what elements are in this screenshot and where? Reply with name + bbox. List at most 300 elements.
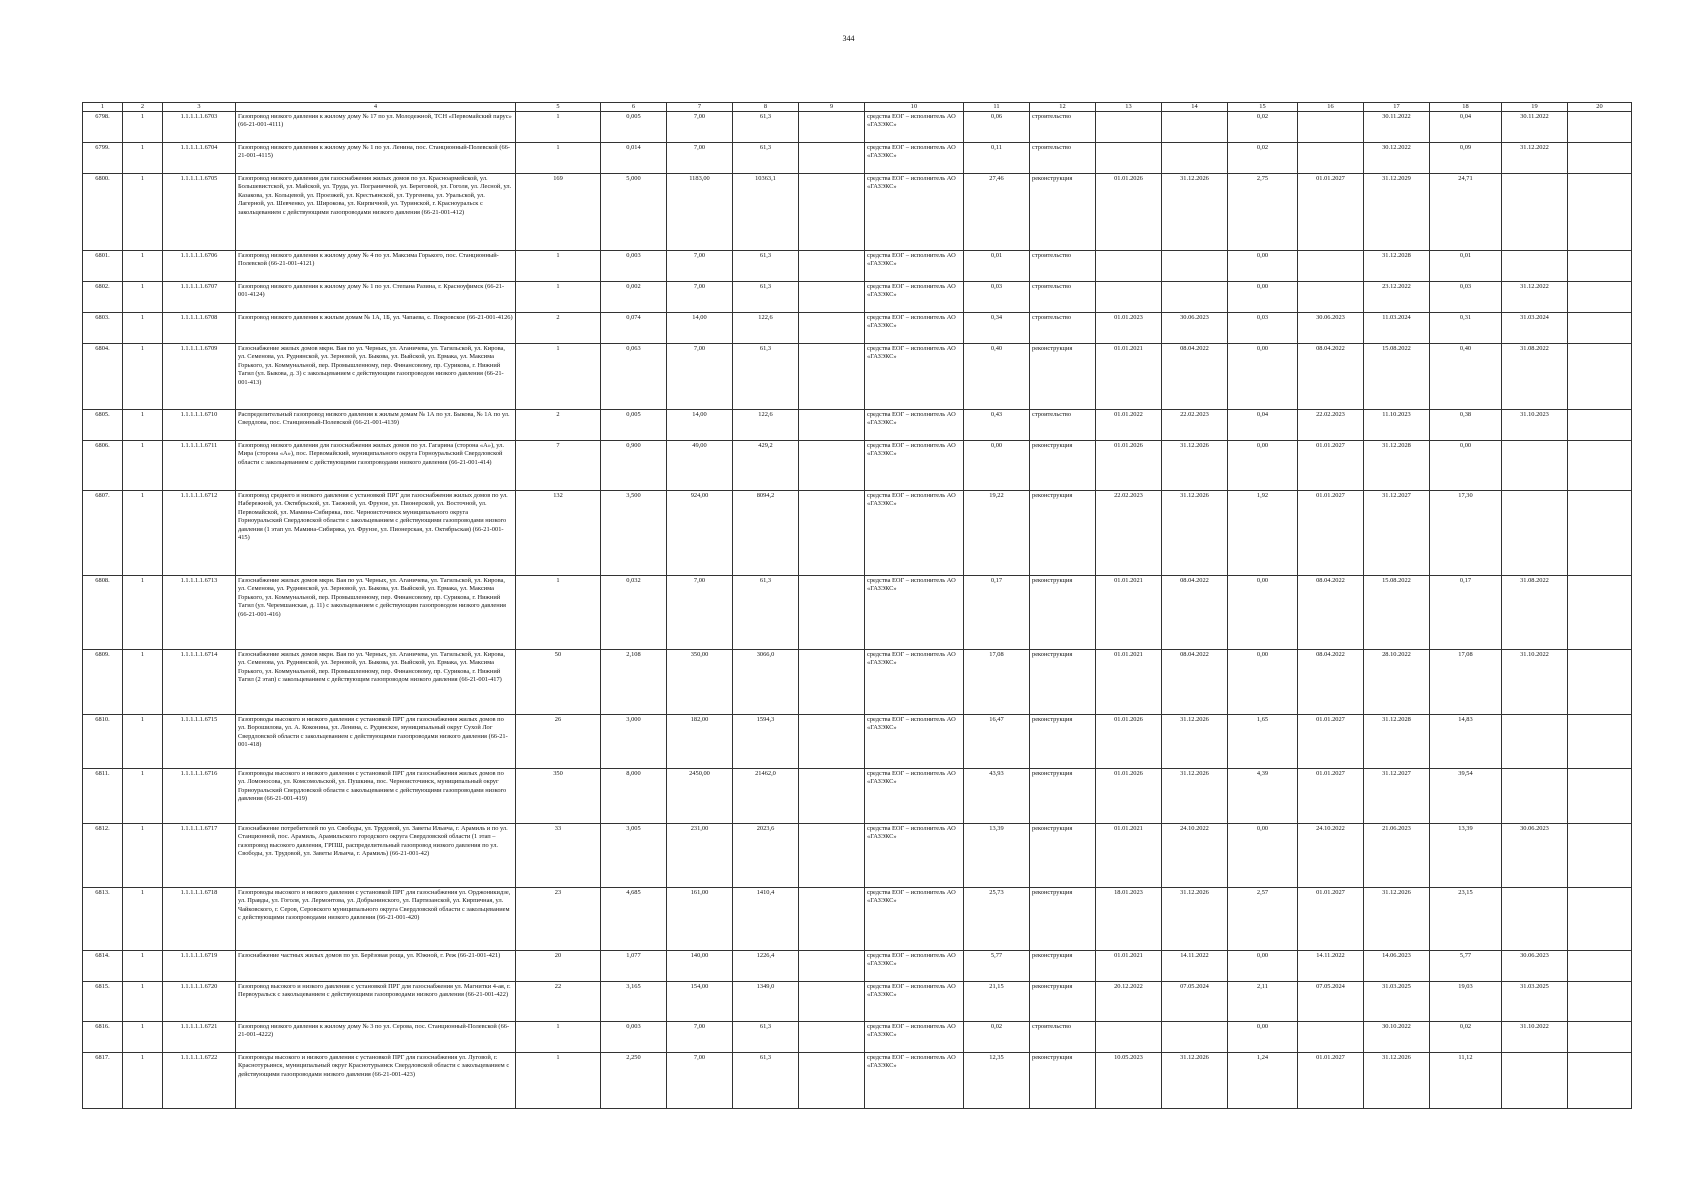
table-cell: реконструкция [1030,715,1096,769]
table-cell: реконструкция [1030,769,1096,824]
table-cell [799,1022,865,1053]
table-cell: 08.04.2022 [1298,344,1364,410]
table-cell: 0,02 [1430,1022,1502,1053]
table-cell: 11,12 [1430,1053,1502,1109]
table-cell: 1 [123,576,163,650]
table-cell [1162,112,1228,143]
table-cell [799,824,865,888]
table-cell: 01.01.2027 [1298,1053,1364,1109]
object-description-cell: Газопровод низкого давления к жилому дому № 17 по ул. Молодежной, ТСН «Первомайский парус» (66-21-001-4111) [236,112,516,143]
table-cell: 182,00 [667,715,733,769]
table-cell: 0,01 [964,251,1030,282]
table-cell: 1 [123,888,163,951]
table-cell: 2,250 [601,1053,667,1109]
table-cell: средства ЕОГ – исполнитель АО «ГАЗЭКС» [865,650,964,715]
object-description-cell: Газопровод низкого давления к жилому дому № 3 по ул. Серова, пос. Станционный-Полевской (66-21-001-4222) [236,1022,516,1053]
object-description-cell: Газоснабжение жилых домов мкрн. Вая по ул. Черных, ул. Аганичева, ул. Тагильской, ул. Кирова, ул. Семенова, ул. Руднянской, ул. Зерновой, ул. Быкова, ул. Выйской, ул. Ермака, ул. Максима Горького, ул. Коммунальной, пер. Промышленному, пер. Финансовому, пр. Сурикова, г. Нижний Тагил (ул. Быкова, д. 3) с закольцеванием с действующим газопроводом низкого давления (66-21-001-413) [236,344,516,410]
table-cell: 23 [516,888,601,951]
table-cell: 19,03 [1430,982,1502,1022]
table-cell [1096,112,1162,143]
table-cell: 1 [123,824,163,888]
table-cell: 31.03.2025 [1364,982,1430,1022]
column-header-14: 14 [1162,103,1228,112]
table-cell: 1 [123,174,163,251]
table-row [83,650,1632,715]
table-cell: 0,063 [601,344,667,410]
table-cell: 6801. [83,251,123,282]
object-description-cell: Газоснабжение жилых домов мкрн. Вая по ул. Черных, ул. Аганичева, ул. Тагильской, ул. Кирова, ул. Семенова, ул. Руднянской, ул. Зерновой, ул. Быкова, ул. Выйской, ул. Ермака, ул. Максима Горького, ул. Коммунальной, пер. Промышленному, пер. Финансовому, пр. Сурикова, г. Нижний Тагил (ул. Черемшанская, д. 11) с закольцеванием с действующим газопроводом низкого давления (66-21-001-416) [236,576,516,650]
table-cell: 31.12.2026 [1162,441,1228,491]
table-cell: 07.05.2024 [1298,982,1364,1022]
table-cell: 1 [123,769,163,824]
table-cell: 31.12.2027 [1364,491,1430,576]
table-cell: средства ЕОГ – исполнитель АО «ГАЗЭКС» [865,769,964,824]
table-cell [1568,1022,1632,1053]
table-cell: 01.01.2027 [1298,715,1364,769]
table-row [83,491,1632,576]
table-cell: 30.06.2023 [1162,313,1228,344]
table-cell: 6811. [83,769,123,824]
table-cell: средства ЕОГ – исполнитель АО «ГАЗЭКС» [865,112,964,143]
table-cell: 1349,0 [733,982,799,1022]
table-cell: 22.02.2023 [1162,410,1228,441]
table-cell: 31.12.2026 [1364,888,1430,951]
table-cell: 6803. [83,313,123,344]
table-cell: 0,11 [964,143,1030,174]
table-cell: 1 [516,576,601,650]
table-cell [1568,251,1632,282]
table-cell: 01.01.2021 [1096,576,1162,650]
table-row [83,951,1632,982]
table-cell: 61,3 [733,282,799,313]
table-cell: 1.1.1.1.1.6720 [163,982,236,1022]
table-cell: 31.12.2026 [1162,491,1228,576]
table-cell: 0,00 [1228,282,1298,313]
table-cell: 0,17 [964,576,1030,650]
table-cell: 14.11.2022 [1298,951,1364,982]
table-cell: 0,00 [1228,344,1298,410]
table-cell: 2 [516,313,601,344]
table-cell [1568,1053,1632,1109]
table-cell [1568,491,1632,576]
table-cell: 0,00 [1228,1022,1298,1053]
table-cell: 2 [516,410,601,441]
table-cell [1568,344,1632,410]
table-cell: 6817. [83,1053,123,1109]
column-header-12: 12 [1030,103,1096,112]
table-cell: 0,40 [1430,344,1502,410]
table-cell: средства ЕОГ – исполнитель АО «ГАЗЭКС» [865,282,964,313]
table-cell: 1 [123,251,163,282]
table-cell: 23,15 [1430,888,1502,951]
table-cell: реконструкция [1030,982,1096,1022]
table-cell: 1,92 [1228,491,1298,576]
table-cell: 7,00 [667,112,733,143]
table-cell [1502,491,1568,576]
table-cell [1096,1022,1162,1053]
table-cell [1568,982,1632,1022]
table-cell: 0,03 [1228,313,1298,344]
object-description-cell: Газоснабжение потребителей по ул. Свободы, ул. Трудовой, ул. Заветы Ильича, г. Арамиль и по ул. Станционной, пос. Арамиль, Арамильского городского округа Свердловской области (1 этап – газопровод высокого давления, ГРПШ, распределительный газопровод низкого давления по ул. Свободы, ул. Трудовой, ул. Заветы Ильича, г. Арамиль) (66-21-001-42) [236,824,516,888]
table-cell: 1.1.1.1.1.6705 [163,174,236,251]
table-cell: 31.12.2026 [1162,715,1228,769]
table-cell: реконструкция [1030,491,1096,576]
page-number: 344 [842,34,855,43]
table-cell: 08.04.2022 [1162,650,1228,715]
table-cell: 30.12.2022 [1364,143,1430,174]
table-cell [1568,112,1632,143]
table-cell: 01.01.2026 [1096,441,1162,491]
table-cell: 3,000 [601,715,667,769]
table-cell: 1,24 [1228,1053,1298,1109]
table-cell: 169 [516,174,601,251]
object-description-cell: Газоснабжение частных жилых домов по ул. Берёзовая роща, ул. Южной, г. Реж (66-21-001-421) [236,951,516,982]
table-cell [799,174,865,251]
column-number-header-row [83,103,1632,112]
table-cell [1162,251,1228,282]
table-cell: 6815. [83,982,123,1022]
table-cell [799,313,865,344]
table-cell: средства ЕОГ – исполнитель АО «ГАЗЭКС» [865,576,964,650]
table-cell: 27,46 [964,174,1030,251]
table-cell: 122,6 [733,410,799,441]
table-cell [1096,282,1162,313]
table-cell: средства ЕОГ – исполнитель АО «ГАЗЭКС» [865,824,964,888]
object-description-cell: Газопровод низкого давления для газоснабжения жилых домов по ул. Гагарина (сторона «А»), ул. Мира (сторона «А»), пос. Первомайский, муниципального округа Горноуральский Свердловской области с закольцеванием с действующими газопроводами низкого давления (66-21-001-414) [236,441,516,491]
table-cell: 8,000 [601,769,667,824]
table-cell [1568,769,1632,824]
table-cell: 01.01.2021 [1096,650,1162,715]
table-cell: строительство [1030,1022,1096,1053]
table-cell: 15.08.2022 [1364,344,1430,410]
object-description-cell: Газопровод низкого давления к жилому дому № 4 по ул. Максима Горького, пос. Станционный-Полевской (66-21-001-4121) [236,251,516,282]
table-cell: 20.12.2022 [1096,982,1162,1022]
table-cell: 350 [516,769,601,824]
table-cell: средства ЕОГ – исполнитель АО «ГАЗЭКС» [865,888,964,951]
table-cell [799,344,865,410]
table-row [83,174,1632,251]
table-cell: 231,00 [667,824,733,888]
table-cell: 01.01.2021 [1096,824,1162,888]
column-header-13: 13 [1096,103,1162,112]
table-cell: 1 [123,1022,163,1053]
table-cell: 1 [123,112,163,143]
table-cell: 1 [516,1022,601,1053]
table-cell [799,112,865,143]
table-cell: 6798. [83,112,123,143]
table-cell: средства ЕОГ – исполнитель АО «ГАЗЭКС» [865,1022,964,1053]
table-cell: 2,108 [601,650,667,715]
table-cell: 0,005 [601,410,667,441]
table-cell: 1.1.1.1.1.6714 [163,650,236,715]
table-cell: 0,00 [1228,650,1298,715]
table-row [83,888,1632,951]
table-cell: 01.01.2027 [1298,441,1364,491]
column-header-1: 1 [83,103,123,112]
table-cell: 6808. [83,576,123,650]
table-row [83,344,1632,410]
table-row [83,441,1632,491]
object-description-cell: Газоснабжение жилых домов мкрн. Вая по ул. Черных, ул. Аганичева, ул. Тагильской, ул. Кирова, ул. Семенова, ул. Руднянской, ул. Зерновой, ул. Быкова, ул. Выйской, ул. Ермака, ул. Максима Горького, ул. Коммунальной, пер. Промышленному, пер. Финансовому, пр. Сурикова, г. Нижний Тагил (2 этап) с закольцеванием с действующим газопроводом низкого давления (66-21-001-417) [236,650,516,715]
table-cell: 61,3 [733,1022,799,1053]
table-cell: 61,3 [733,143,799,174]
table-cell: 31.12.2029 [1364,174,1430,251]
table-cell: 1.1.1.1.1.6712 [163,491,236,576]
table-cell: 39,54 [1430,769,1502,824]
table-cell: реконструкция [1030,951,1096,982]
table-cell: 26 [516,715,601,769]
column-header-11: 11 [964,103,1030,112]
table-cell: 3,165 [601,982,667,1022]
table-cell: 1.1.1.1.1.6710 [163,410,236,441]
table-cell: 1.1.1.1.1.6704 [163,143,236,174]
table-cell [1502,769,1568,824]
table-cell: 30.11.2022 [1502,112,1568,143]
table-cell: 0,002 [601,282,667,313]
table-cell: 0,00 [1228,441,1298,491]
table-cell: 01.01.2027 [1298,491,1364,576]
table-cell: 6814. [83,951,123,982]
table-cell: 01.01.2027 [1298,174,1364,251]
table-row [83,112,1632,143]
table-cell [1502,715,1568,769]
table-cell [1096,251,1162,282]
table-cell [799,491,865,576]
table-cell: 19,22 [964,491,1030,576]
table-cell: 8094,2 [733,491,799,576]
table-cell: 31.12.2026 [1162,769,1228,824]
table-cell: 0,09 [1430,143,1502,174]
table-cell: 18.01.2023 [1096,888,1162,951]
column-header-9: 9 [799,103,865,112]
table-cell: 5,000 [601,174,667,251]
table-cell: 10363,1 [733,174,799,251]
table-cell [1502,174,1568,251]
table-cell: 01.01.2026 [1096,174,1162,251]
table-cell: 31.10.2022 [1502,650,1568,715]
table-cell: 15.08.2022 [1364,576,1430,650]
table-cell: 6812. [83,824,123,888]
table-cell: 0,43 [964,410,1030,441]
table-cell: 1 [123,1053,163,1109]
table-cell: 13,39 [1430,824,1502,888]
table-cell: 30.06.2023 [1502,824,1568,888]
table-cell: 01.01.2021 [1096,344,1162,410]
table-cell [1568,143,1632,174]
column-header-17: 17 [1364,103,1430,112]
column-header-2: 2 [123,103,163,112]
table-cell: 61,3 [733,344,799,410]
table-cell: 0,00 [1228,951,1298,982]
table-cell: 154,00 [667,982,733,1022]
table-cell: 161,00 [667,888,733,951]
table-cell [1096,143,1162,174]
table-cell: 140,00 [667,951,733,982]
table-cell: 7,00 [667,1022,733,1053]
table-cell: 22.02.2023 [1298,410,1364,441]
table-cell: средства ЕОГ – исполнитель АО «ГАЗЭКС» [865,491,964,576]
table-row [83,576,1632,650]
table-cell: 31.12.2026 [1364,1053,1430,1109]
table-cell: 6810. [83,715,123,769]
object-description-cell: Газопровод среднего и низкого давления с установкой ПРГ для газоснабжения жилых домов по ул. Набережной, ул. Октябрьской, ул. Таежной, ул. Фрунзе, ул. Пионерской, ул. Восточной, ул. Первомайской, ул. Мамина-Сибиряка, пос. Черноисточинск муниципального округа Горноуральский Свердловской области с закольцеванием с действующими газопроводами низкого давления (1 этап ул. Мамина-Сибиряка, ул. Фрунзе, ул. Пионерская, ул. Октябрьская) (66-21-001-415) [236,491,516,576]
table-cell: строительство [1030,143,1096,174]
table-cell: строительство [1030,282,1096,313]
column-header-5: 5 [516,103,601,112]
table-cell: 7,00 [667,251,733,282]
table-cell: 0,014 [601,143,667,174]
table-cell: 7,00 [667,344,733,410]
table-cell: 1 [516,1053,601,1109]
table-cell: 1.1.1.1.1.6707 [163,282,236,313]
table-cell: 0,003 [601,1022,667,1053]
table-cell: 2,11 [1228,982,1298,1022]
column-header-16: 16 [1298,103,1364,112]
table-cell: 11.10.2023 [1364,410,1430,441]
table-cell: 31.12.2026 [1162,1053,1228,1109]
object-description-cell: Газопровод низкого давления к жилым домам № 1А, 1Б, ул. Чапаева, с. Покровское (66-21-001-4126) [236,313,516,344]
table-cell: 4,685 [601,888,667,951]
table-cell: 1 [123,344,163,410]
table-cell: 31.12.2026 [1162,174,1228,251]
table-cell: 31.10.2022 [1502,1022,1568,1053]
table-cell: 7,00 [667,143,733,174]
table-cell: 16,47 [964,715,1030,769]
table-cell: 2,75 [1228,174,1298,251]
table-cell: 5,77 [964,951,1030,982]
table-cell: 08.04.2022 [1162,576,1228,650]
table-cell: 2023,6 [733,824,799,888]
table-cell [1162,143,1228,174]
table-cell [799,282,865,313]
table-cell: средства ЕОГ – исполнитель АО «ГАЗЭКС» [865,951,964,982]
table-cell: 1594,3 [733,715,799,769]
table-cell [799,888,865,951]
table-cell: 1.1.1.1.1.6713 [163,576,236,650]
table-cell: 17,08 [964,650,1030,715]
table-cell: 0,03 [964,282,1030,313]
table-row [83,982,1632,1022]
table-cell: 07.05.2024 [1162,982,1228,1022]
table-cell: 22 [516,982,601,1022]
table-cell: 1 [516,112,601,143]
table-row [83,1022,1632,1053]
table-cell: 1.1.1.1.1.6718 [163,888,236,951]
table-cell: 31.08.2022 [1502,344,1568,410]
table-cell: реконструкция [1030,576,1096,650]
table-cell: 31.12.2026 [1162,888,1228,951]
table-cell: 31.08.2022 [1502,576,1568,650]
table-cell: 61,3 [733,251,799,282]
table-cell [799,715,865,769]
object-description-cell: Газопроводы высокого и низкого давления с установкой ПРГ для газоснабжения ул. Орджоникидзе, ул. Правды, ул. Гоголя, ул. Лермонтова, ул. Добрынинского, ул. Партизанской, ул. Кирпичная, ул. Чайковского, г. Серов, Серовского муниципального округа Свердловской области с закольцеванием с действующими газопроводами низкого давления (66-21-001-420) [236,888,516,951]
table-cell [1568,441,1632,491]
table-cell: 08.04.2022 [1298,576,1364,650]
object-description-cell: Газопровод низкого давления для газоснабжения жилых домов по ул. Красноармейской, ул. Большевистской, ул. Майской, ул. Труда, ул. Пограничной, ул. Береговой, ул. Гоголя, ул. Лесной, ул. Казакова, ул. Кольцевой, ул. Проезжей, ул. Крестьянской, ул. Тургенева, ул. Уральской, ул. Лагерной, ул. Шевченко, ул. Широкова, ул. Кирпичной, ул. Туринской, г. Красноуральск с закольцеванием с действующими газопроводами низкого давления (66-21-001-412) [236,174,516,251]
table-cell: 1.1.1.1.1.6709 [163,344,236,410]
table-cell: 6799. [83,143,123,174]
table-cell: 7 [516,441,601,491]
table-cell: 21.06.2023 [1364,824,1430,888]
table-cell: 1 [123,282,163,313]
table-row [83,251,1632,282]
table-cell: 1 [123,491,163,576]
table-cell: 1 [123,313,163,344]
table-cell: 1 [123,143,163,174]
table-cell: 61,3 [733,576,799,650]
table-cell: 50 [516,650,601,715]
column-header-3: 3 [163,103,236,112]
table-cell [799,650,865,715]
table-cell [799,251,865,282]
object-description-cell: Газопровод низкого давления к жилому дому № 1 по ул. Ленина, пос. Станционный-Полевской (66-21-001-4115) [236,143,516,174]
table-cell: 6809. [83,650,123,715]
table-cell: 1.1.1.1.1.6716 [163,769,236,824]
table-cell: 5,77 [1430,951,1502,982]
table-cell: реконструкция [1030,441,1096,491]
table-cell: 01.01.2023 [1096,313,1162,344]
table-cell: реконструкция [1030,650,1096,715]
column-header-10: 10 [865,103,964,112]
table-cell: 1183,00 [667,174,733,251]
table-cell: 23.12.2022 [1364,282,1430,313]
table-cell: 49,00 [667,441,733,491]
table-cell: 01.01.2026 [1096,715,1162,769]
column-header-4: 4 [236,103,516,112]
table-row [83,769,1632,824]
table-cell: 0,06 [964,112,1030,143]
table-cell: 1410,4 [733,888,799,951]
table-cell: 0,17 [1430,576,1502,650]
table-cell [1568,174,1632,251]
table-cell: 0,074 [601,313,667,344]
table-cell [1502,1053,1568,1109]
table-cell: 1 [516,251,601,282]
table-cell: 21,15 [964,982,1030,1022]
table-cell: 1 [123,410,163,441]
table-cell: 24.10.2022 [1162,824,1228,888]
table-cell: 1 [516,143,601,174]
table-cell: 0,31 [1430,313,1502,344]
table-cell: реконструкция [1030,174,1096,251]
table-cell [1162,282,1228,313]
table-cell: 0,00 [1228,251,1298,282]
table-cell: 1.1.1.1.1.6706 [163,251,236,282]
table-cell: строительство [1030,313,1096,344]
table-cell [799,410,865,441]
table-cell [799,143,865,174]
table-cell [1502,441,1568,491]
table-cell [1298,251,1364,282]
table-cell [1568,282,1632,313]
column-header-7: 7 [667,103,733,112]
table-cell: 1 [123,715,163,769]
table-cell [1568,715,1632,769]
table-cell: 6805. [83,410,123,441]
table-cell: 1,65 [1228,715,1298,769]
table-cell: 132 [516,491,601,576]
table-cell: 24.10.2022 [1298,824,1364,888]
table-cell: 6816. [83,1022,123,1053]
table-cell: 31.12.2028 [1364,715,1430,769]
table-cell: строительство [1030,112,1096,143]
column-header-18: 18 [1430,103,1502,112]
table-cell [1502,251,1568,282]
table-cell: 30.10.2022 [1364,1022,1430,1053]
table-cell: средства ЕОГ – исполнитель АО «ГАЗЭКС» [865,982,964,1022]
table-cell: 14,83 [1430,715,1502,769]
table-row [83,143,1632,174]
